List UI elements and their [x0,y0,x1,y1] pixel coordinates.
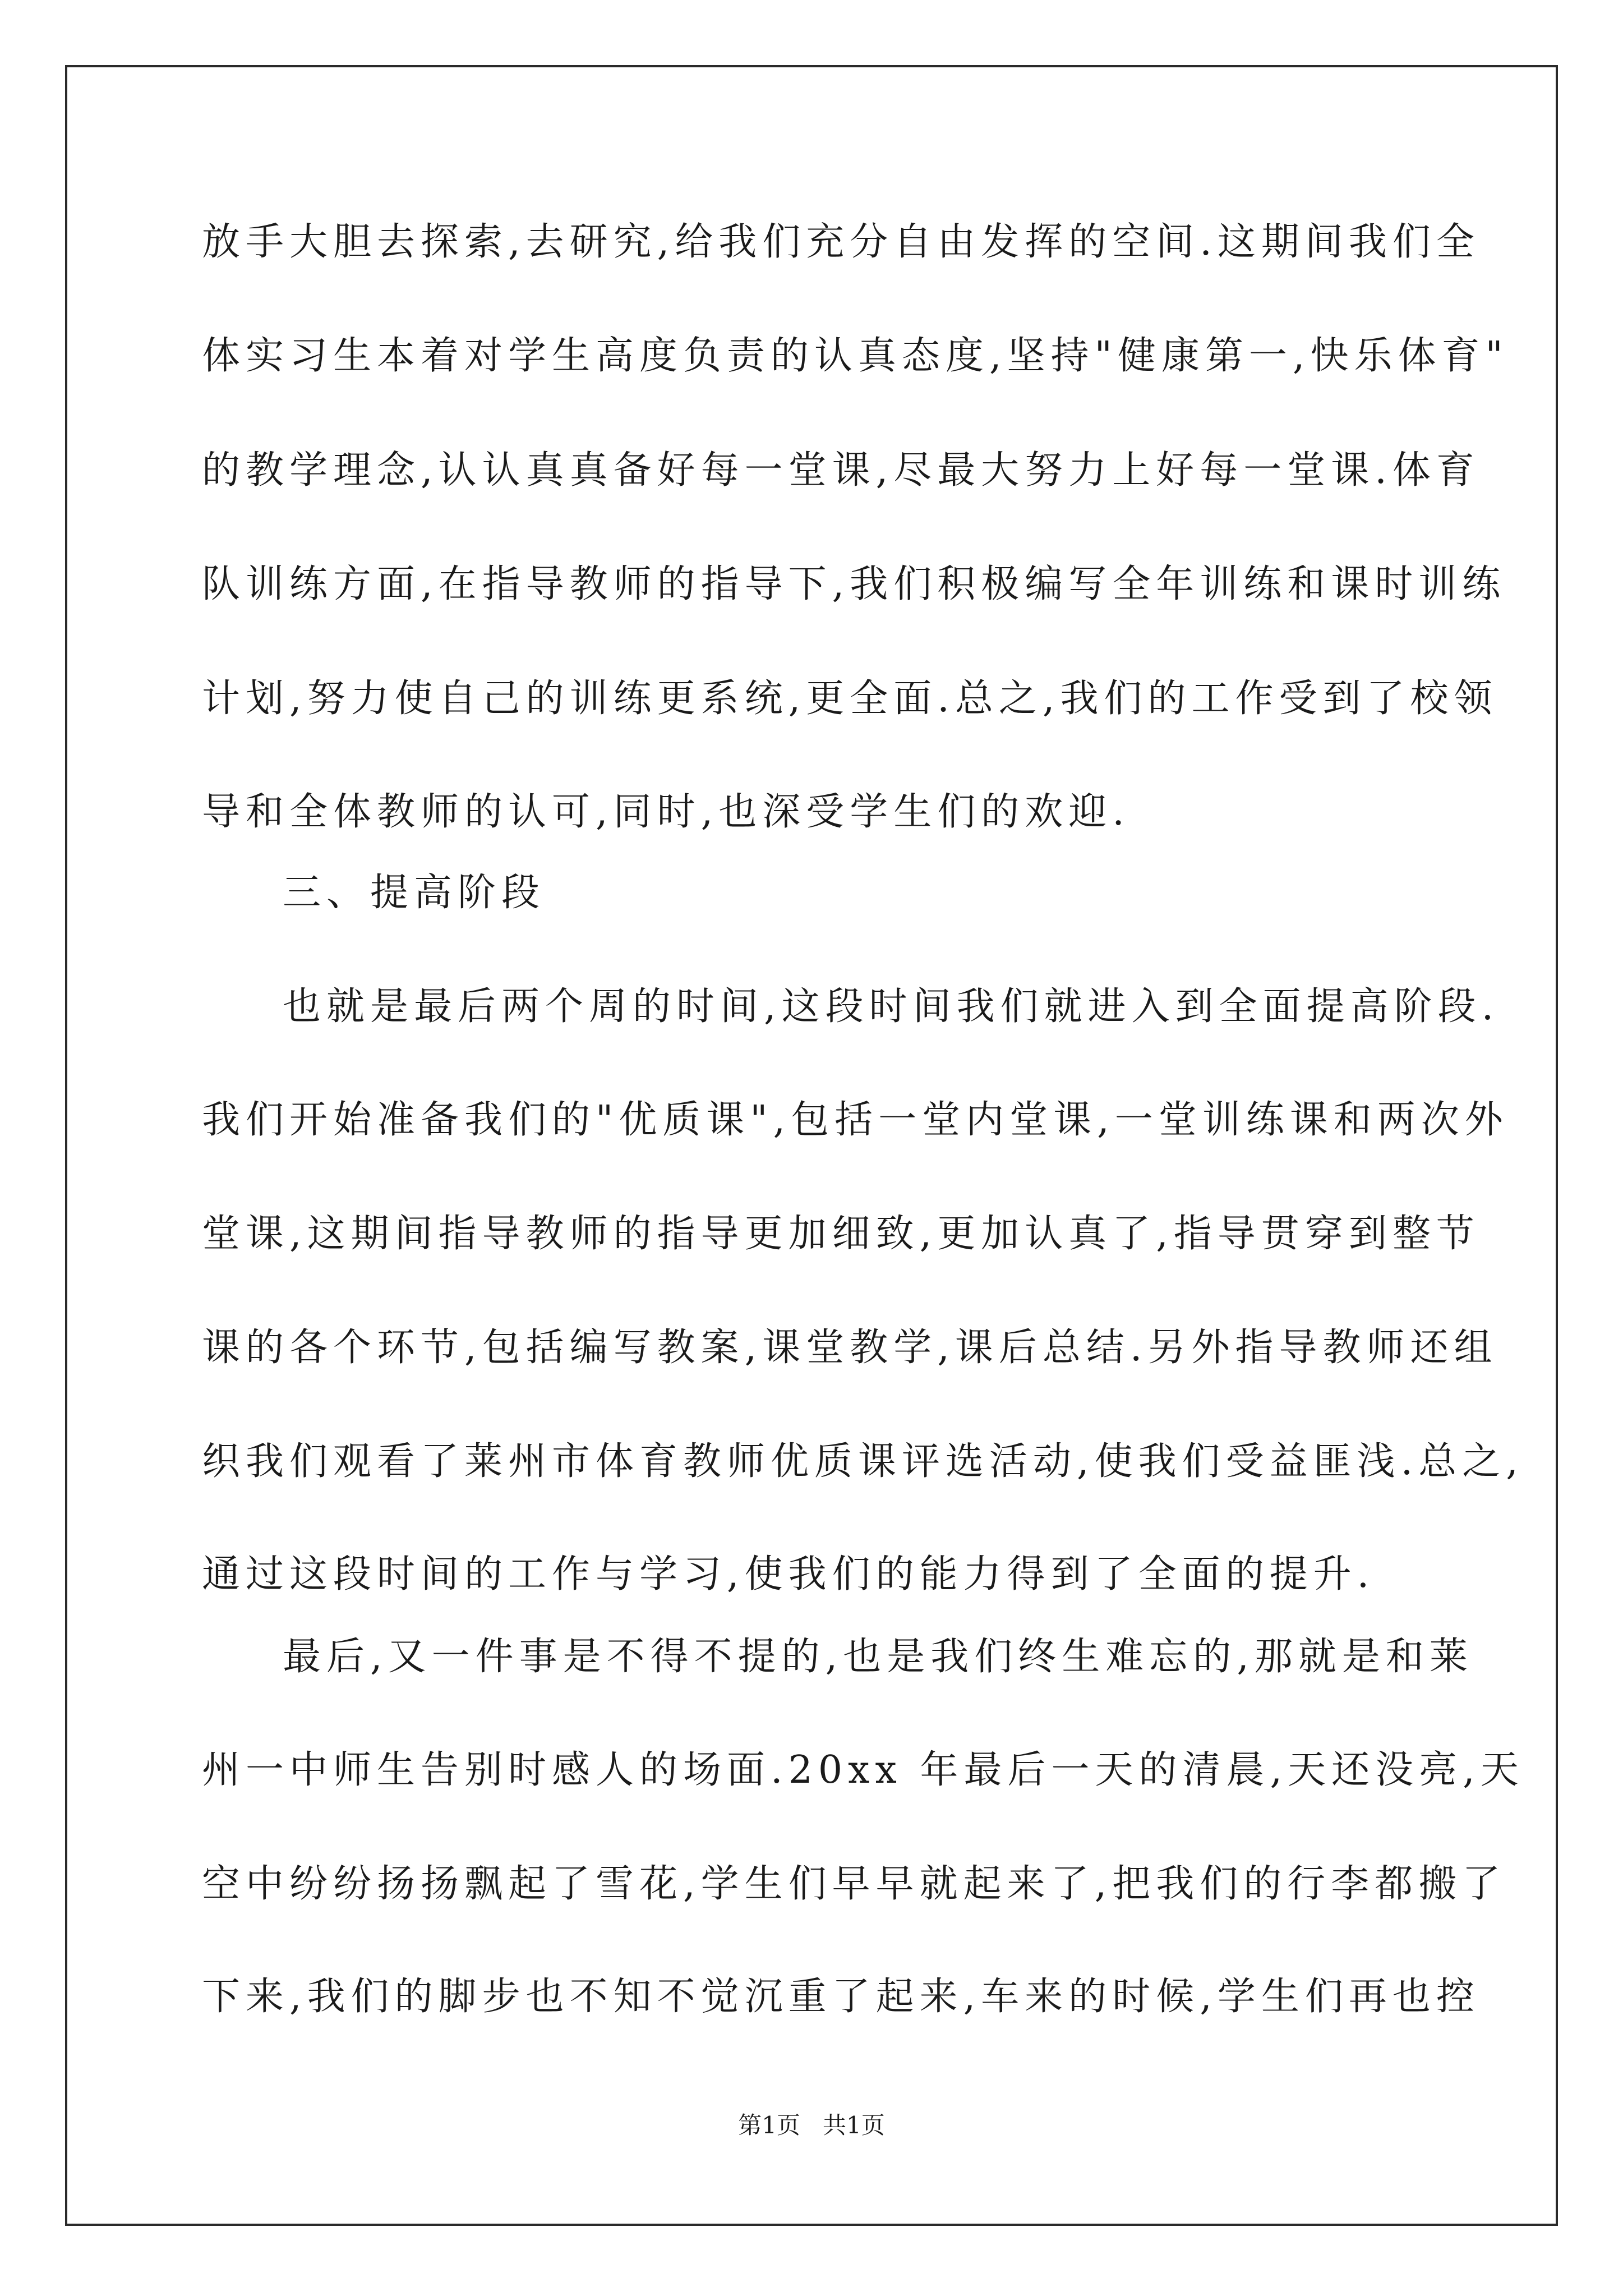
text-line: 计划,努力使自己的训练更系统,更全面.总之,我们的工作受到了校领 [202,677,1498,721]
text-line: 堂课,这期间指导教师的指导更加细致,更加认真了,指导贯穿到整节 [202,1212,1480,1256]
text-line: 空中纷纷扬扬飘起了雪花,学生们早早就起来了,把我们的行李都搬了 [202,1862,1506,1906]
text-line: 也就是最后两个周的时间,这段时间我们就进入到全面提高阶段. [283,984,1500,1029]
text-line: 我们开始准备我们的"优质课",包括一堂内堂课,一堂训练课和两次外 [202,1098,1509,1142]
text-line: 的教学理念,认认真真备好每一堂课,尽最大努力上好每一堂课.体育 [202,448,1480,493]
text-line: 放手大胆去探索,去研究,给我们充分自由发挥的空间.这期间我们全 [202,220,1480,264]
text-line: 体实习生本着对学生高度负责的认真态度,坚持"健康第一,快乐体育" [202,334,1509,378]
text-line: 课的各个环节,包括编写教案,课堂教学,课后总结.另外指导教师还组 [202,1326,1498,1370]
text-line: 队训练方面,在指导教师的指导下,我们积极编写全年训练和课时训练 [202,562,1506,606]
text-line: 织我们观看了莱州市体育教师优质课评选活动,使我们受益匪浅.总之, [202,1439,1524,1484]
text-line: 导和全体教师的认可,同时,也深受学生们的欢迎. [202,790,1130,834]
page-number-footer: 第1页 共1页 [738,2111,885,2139]
text-line: 州一中师生告别时感人的场面.20xx 年最后一天的清晨,天还没亮,天 [202,1748,1524,1792]
text-line: 最后,又一件事是不得不提的,也是我们终生难忘的,那就是和莱 [283,1635,1473,1679]
text-line: 下来,我们的脚步也不知不觉沉重了起来,车来的时候,学生们再也控 [202,1975,1480,2019]
text-line: 通过这段时间的工作与学习,使我们的能力得到了全面的提升. [202,1552,1375,1596]
section-heading: 三、提高阶段 [283,871,546,915]
